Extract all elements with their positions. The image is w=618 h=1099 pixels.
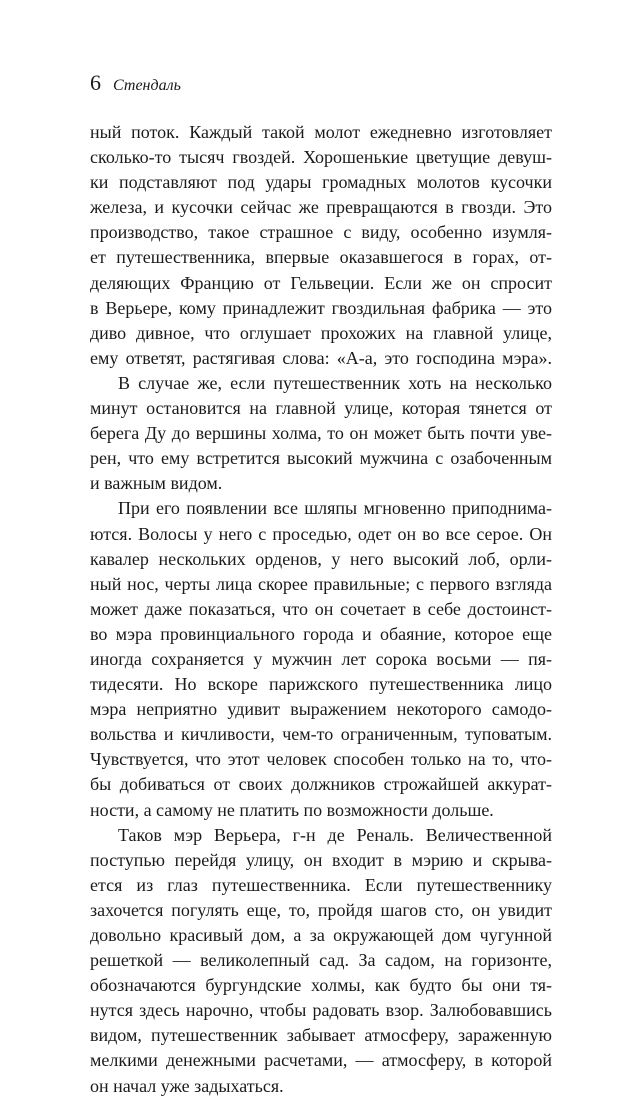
text-line: обозначаются бургундские холмы, как будто бы они тя- [90, 975, 552, 996]
paragraph-4 [90, 823, 552, 1099]
page-number: 6 [90, 70, 101, 95]
text-line: довольно красивый дом, а за окружающей дом чугунной [90, 925, 552, 945]
text-line: рен, что ему встретится высокий мужчина с озабоченным [90, 448, 552, 469]
text-line: тидесяти. Но вскоре парижского путешественника лицо [90, 674, 552, 695]
text-line: решеткой — великолепный сад. За садом, на горизонте, [90, 950, 552, 971]
text-line: В случае же, если путешественник хоть на несколько [118, 372, 552, 393]
text-line: Таков мэр Верьера, г-н де Реналь. Величественной [118, 824, 552, 845]
text-line: иногда сохраняется у мужчин лет сорока восьми — пя- [90, 648, 552, 669]
text-line: ки подставляют под удары громадных молотов кусочки [90, 172, 552, 193]
text-line: При его появлении все шляпы мгновенно приподнима- [118, 498, 552, 519]
text-line: бы добиваться от своих должников строжайшей аккурат- [90, 774, 552, 795]
text-line: Чувствуется, что этот человек способен только на то, что- [90, 749, 552, 770]
text-line: ется из глаз путешественника. Если путешественнику [90, 874, 552, 895]
text-line: диво дивное, что оглушает прохожих на главной улице, [90, 322, 552, 343]
text-line: захочется погулять еще, то, пройдя шагов сто, он увидит [90, 899, 552, 920]
text-line: может даже показаться, что он сочетает в себе достоинст- [90, 598, 552, 619]
text-line: мелкими денежными расчетами, — атмосферу, в которой [90, 1050, 552, 1071]
paragraph-1 [90, 120, 552, 371]
text-line: видом, путешественник забывает атмосферу, зараженную [90, 1025, 552, 1046]
text-line: ет путешественника, впервые оказавшегося в горах, от- [90, 247, 552, 268]
text-line: ются. Волосы у него с проседью, одет он во все серое. Он [90, 523, 552, 544]
text-line: минут остановится на главной улице, которая тянется от [90, 398, 552, 419]
text-line: кавалер нескольких орденов, у него высокий лоб, орли- [90, 548, 552, 569]
paragraph-3 [90, 496, 552, 822]
body-text [90, 120, 552, 1099]
text-line: деляющих Францию от Гельвеции. Если же он спросит [90, 272, 552, 293]
text-line: нутся здесь нарочно, чтобы радовать взор. Залюбовавшись [90, 1000, 552, 1021]
running-title-author: Стендаль [113, 77, 181, 94]
text-line: ему ответят, растягивая слова: «А-а, это господина мэра». [90, 347, 552, 368]
text-line: ный поток. Каждый такой молот ежедневно изготовляет [90, 122, 552, 142]
running-head [90, 70, 181, 100]
text-line: мэра неприятно удивит выражением некоторого самодо- [90, 699, 552, 720]
text-line: берега Ду до вершины холма, то он может быть почти уве- [90, 423, 552, 444]
text-line: сколько-то тысяч гвоздей. Хорошенькие цветущие девуш- [90, 147, 552, 168]
text-line: ный нос, черты лица скорее правильные; с первого взгляда [90, 573, 552, 594]
text-line: производство, такое страшное с виду, особенно изумля- [90, 222, 552, 243]
text-line: ности, а самому не платить по возможности дольше. [90, 799, 494, 820]
text-line: поступью перейдя улицу, он входит в мэрию и скрыва- [90, 849, 552, 870]
text-line: он начал уже задыхаться. [90, 1075, 284, 1096]
paragraph-2 [90, 371, 552, 496]
text-line: вольства и кичливости, чем-то ограниченным, туповатым. [90, 724, 552, 745]
text-line: в Верьере, кому принадлежит гвоздильная фабрика — это [90, 297, 552, 318]
text-line: железа, и кусочки сейчас же превращаются в гвозди. Это [90, 197, 552, 218]
text-line: во мэра провинциального города и обаяние, которое еще [90, 623, 552, 644]
text-line: и важным видом. [90, 473, 223, 494]
